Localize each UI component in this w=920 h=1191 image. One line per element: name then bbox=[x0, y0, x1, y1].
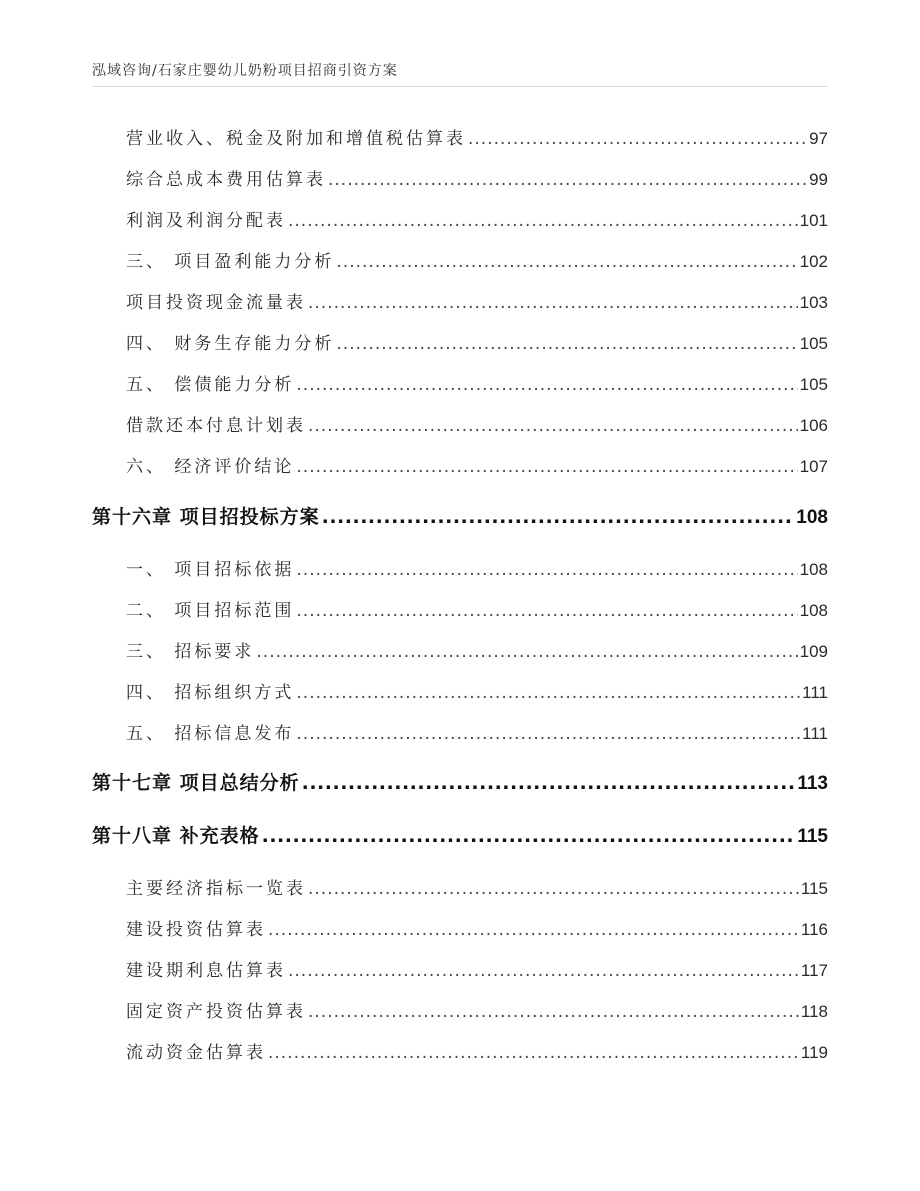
toc-entry[interactable] bbox=[126, 997, 828, 1021]
page-header: 泓域咨询/石家庄婴幼儿奶粉项目招商引资方案 bbox=[92, 63, 398, 79]
toc-entry[interactable] bbox=[126, 678, 828, 702]
toc-entry-page: 97 bbox=[809, 129, 828, 148]
toc-entry-title: 六、 经济评价结论 bbox=[126, 457, 295, 477]
toc-entry-page: 111 bbox=[802, 724, 828, 743]
toc-dot-leader bbox=[262, 825, 796, 847]
toc-dot-leader bbox=[468, 129, 807, 149]
toc-chapter-title: 第十七章 项目总结分析 bbox=[92, 772, 300, 794]
toc-entry-page: 109 bbox=[799, 642, 828, 661]
toc-entry-page: 115 bbox=[800, 879, 828, 898]
toc-chapter-page: 113 bbox=[797, 773, 828, 794]
toc-entry-page: 105 bbox=[799, 334, 828, 353]
toc-entry[interactable] bbox=[126, 370, 828, 394]
toc-entry-page: 108 bbox=[799, 560, 828, 579]
toc-dot-leader bbox=[302, 772, 796, 794]
toc-entry-title: 三、 项目盈利能力分析 bbox=[126, 252, 335, 272]
toc-dot-leader bbox=[268, 1043, 799, 1063]
toc-entry-title: 建设投资估算表 bbox=[126, 920, 266, 940]
toc-entry[interactable] bbox=[126, 288, 828, 312]
toc-entry-page: 119 bbox=[800, 1043, 828, 1062]
toc-dot-leader bbox=[296, 683, 800, 703]
toc-entry-page: 117 bbox=[800, 961, 828, 980]
toc-chapter-page: 108 bbox=[796, 507, 828, 528]
header-divider bbox=[92, 86, 828, 87]
toc-entry-title: 流动资金估算表 bbox=[126, 1043, 266, 1063]
toc-entry-title: 利润及利润分配表 bbox=[126, 211, 286, 231]
toc-dot-leader bbox=[336, 252, 797, 272]
toc-entry-title: 主要经济指标一览表 bbox=[126, 879, 306, 899]
toc-entry-title: 四、 招标组织方式 bbox=[126, 683, 295, 703]
toc-dot-leader bbox=[288, 961, 799, 981]
toc-entry[interactable] bbox=[126, 165, 828, 189]
toc-entry-page: 105 bbox=[799, 375, 828, 394]
toc-dot-leader bbox=[308, 879, 799, 899]
toc-entry-title: 固定资产投资估算表 bbox=[126, 1002, 306, 1022]
toc-entry[interactable] bbox=[126, 874, 828, 898]
toc-dot-leader bbox=[256, 642, 797, 662]
toc-entry-title: 建设期利息估算表 bbox=[126, 961, 286, 981]
toc-entry-page: 108 bbox=[799, 601, 828, 620]
toc-entry-page: 102 bbox=[799, 252, 828, 271]
toc-dot-leader bbox=[308, 293, 798, 313]
toc-entry-page: 107 bbox=[799, 457, 828, 476]
toc-entry-page: 99 bbox=[809, 170, 828, 189]
toc-entry-title: 二、 项目招标范围 bbox=[126, 601, 295, 621]
toc-dot-leader bbox=[288, 211, 798, 231]
toc-dot-leader bbox=[296, 375, 797, 395]
toc-entry-title: 五、 偿债能力分析 bbox=[126, 375, 295, 395]
toc-entry-title: 四、 财务生存能力分析 bbox=[126, 334, 335, 354]
toc-entry[interactable] bbox=[126, 555, 828, 579]
toc-entry-title: 五、 招标信息发布 bbox=[126, 724, 295, 744]
toc-entry[interactable] bbox=[126, 637, 828, 661]
toc-dot-leader bbox=[296, 560, 797, 580]
toc-dot-leader bbox=[308, 416, 798, 436]
toc-entry-title: 综合总成本费用估算表 bbox=[126, 170, 326, 190]
toc-entry[interactable] bbox=[126, 329, 828, 353]
toc-entry-page: 118 bbox=[800, 1002, 828, 1021]
toc-entry-title: 营业收入、税金及附加和增值税估算表 bbox=[126, 129, 466, 149]
toc-entry[interactable] bbox=[126, 956, 828, 980]
toc-dot-leader bbox=[268, 920, 799, 940]
toc-chapter-entry[interactable] bbox=[92, 502, 828, 528]
toc-entry-page: 106 bbox=[799, 416, 828, 435]
toc-dot-leader bbox=[336, 334, 797, 354]
toc-dot-leader bbox=[308, 1002, 799, 1022]
toc-dot-leader bbox=[296, 724, 800, 744]
toc-entry[interactable] bbox=[126, 206, 828, 230]
toc-chapter-title: 第十六章 项目招投标方案 bbox=[92, 506, 320, 528]
toc-dot-leader bbox=[322, 506, 795, 528]
toc-chapter-entry[interactable] bbox=[92, 821, 828, 847]
toc-entry-title: 借款还本付息计划表 bbox=[126, 416, 306, 436]
toc-entry-page: 111 bbox=[802, 683, 828, 702]
toc-entry-page: 116 bbox=[800, 920, 828, 939]
toc-entry-title: 项目投资现金流量表 bbox=[126, 293, 306, 313]
toc-entry-title: 三、 招标要求 bbox=[126, 642, 255, 662]
toc-entry[interactable] bbox=[126, 411, 828, 435]
toc-entry-page: 103 bbox=[799, 293, 828, 312]
toc-entry-page: 101 bbox=[799, 211, 828, 230]
toc-chapter-entry[interactable] bbox=[92, 768, 828, 794]
toc-dot-leader bbox=[296, 601, 797, 621]
toc-entry[interactable] bbox=[126, 247, 828, 271]
toc-dot-leader bbox=[328, 170, 807, 190]
toc-dot-leader bbox=[296, 457, 797, 477]
toc-entry[interactable] bbox=[126, 452, 828, 476]
toc-entry[interactable] bbox=[126, 596, 828, 620]
toc-entry[interactable] bbox=[126, 719, 828, 743]
toc-entry[interactable] bbox=[126, 124, 828, 148]
toc-entry[interactable] bbox=[126, 915, 828, 939]
toc-chapter-page: 115 bbox=[797, 826, 828, 847]
toc-entry-title: 一、 项目招标依据 bbox=[126, 560, 295, 580]
toc-entry[interactable] bbox=[126, 1038, 828, 1062]
toc-chapter-title: 第十八章 补充表格 bbox=[92, 825, 260, 847]
